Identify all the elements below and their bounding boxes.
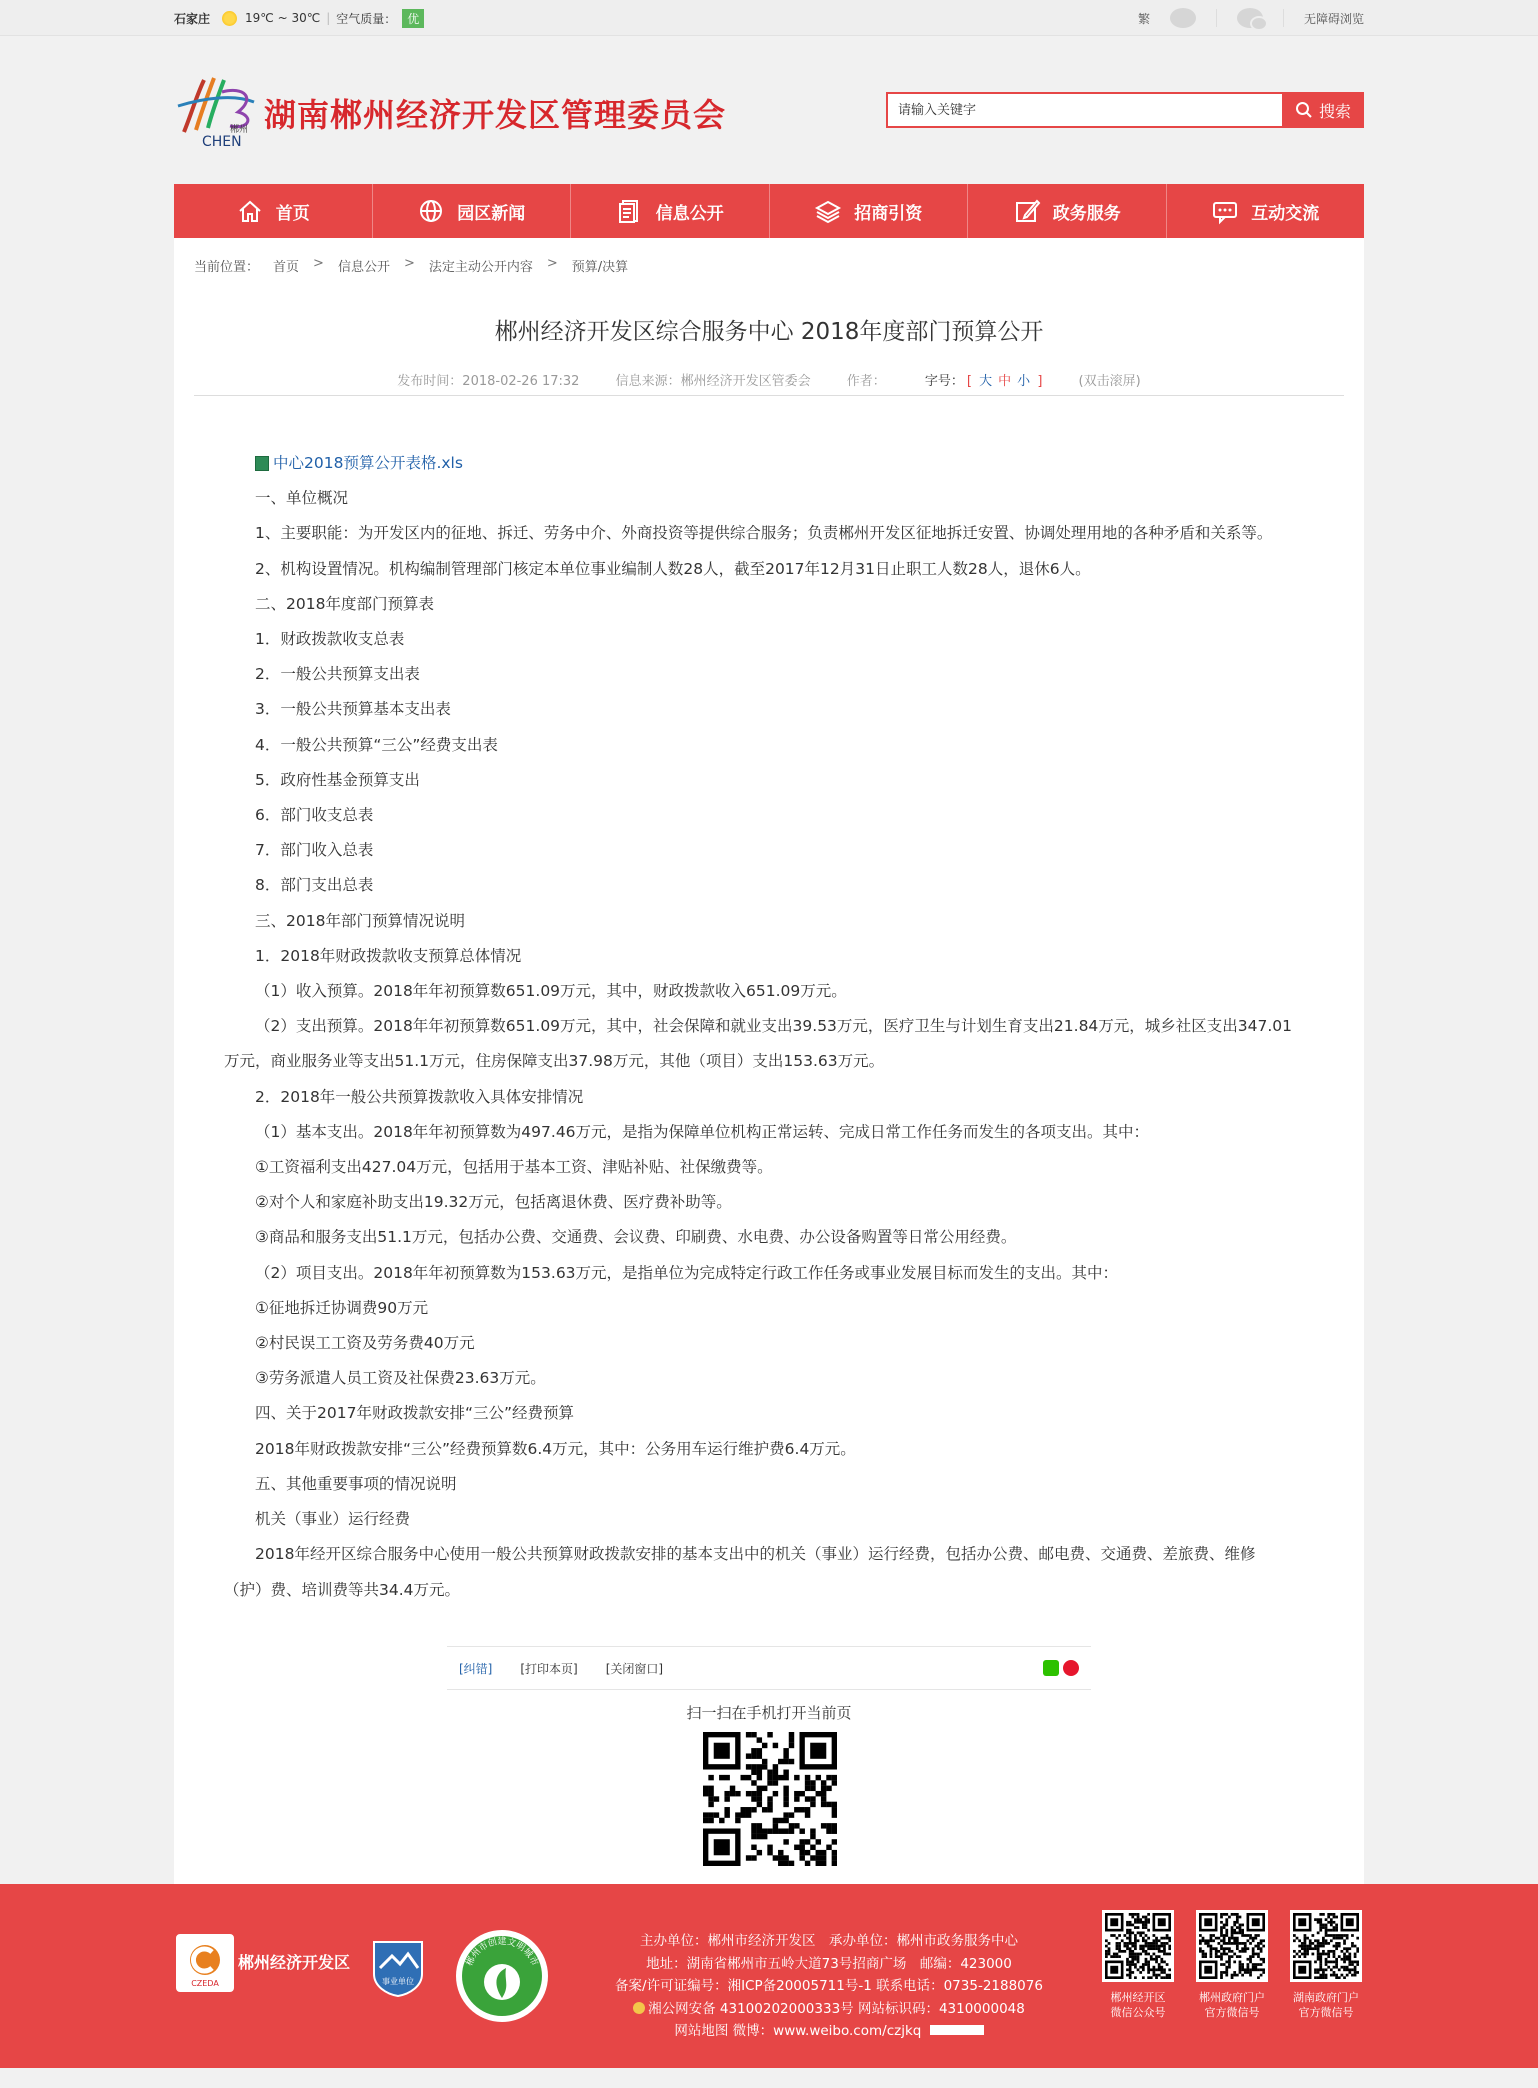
paragraph: （护）费、培训费等共34.4万元。 [224, 1580, 461, 1599]
home-icon [236, 197, 264, 225]
wechat-share-icon[interactable] [1043, 1660, 1059, 1676]
wechat-icon[interactable] [1237, 8, 1263, 28]
paragraph: 4．一般公共预算“三公”经费支出表 [255, 735, 498, 754]
nav-item-services[interactable]: 政务服务 [968, 184, 1167, 238]
paragraph: 2018年经开区综合服务中心使用一般公共预算财政拨款安排的基本支出中的机关（事业）运行经费，包括办公费、邮电费、交通费、差旅费、维修 [255, 1545, 1256, 1564]
main-nav [174, 184, 1364, 238]
breadcrumb: 当前位置： 首页 > 信息公开 > 法定主动公开内容 > 预算/决算 [194, 256, 629, 275]
paragraph: 2．一般公共预算支出表 [255, 665, 420, 684]
nav-item-interaction[interactable]: 互动交流 [1167, 184, 1365, 238]
svg-text:事业单位: 事业单位 [382, 1977, 414, 1986]
paragraph: 7．部门收入总表 [255, 841, 374, 860]
nav-item-investment[interactable]: 招商引资 [770, 184, 969, 238]
attachment-link[interactable]: 中心2018预算公开表格.xls [224, 446, 1314, 481]
temperature: 19℃ ~ 30℃ [245, 11, 321, 25]
paragraph: （1）收入预算。2018年年初预算数651.09万元，其中，财政拨款收入651.09万元。 [255, 982, 847, 1001]
layers-icon [814, 197, 842, 225]
paragraph: ②对个人和家庭补助支出19.32万元，包括离退休费、医疗费补助等。 [255, 1193, 732, 1212]
site-footer [0, 1884, 1538, 2068]
city-label: 石家庄 [174, 11, 211, 26]
close-window-link[interactable]: [关闭窗口] [605, 1661, 664, 1676]
site-logo[interactable] [174, 72, 262, 148]
paragraph: ①征地拆迁协调费90万元 [255, 1298, 429, 1317]
font-medium-button[interactable]: 中 [998, 374, 1012, 389]
logo-city-label: 郴州 [230, 125, 249, 135]
site-header [174, 36, 1364, 184]
article-actions [447, 1646, 1091, 1690]
report-error-link[interactable]: [纠错] [459, 1661, 493, 1676]
search-button[interactable] [1282, 92, 1364, 128]
paragraph: 1、主要职能：为开发区内的征地、拆迁、劳务中介、外商投资等提供综合服务；负责郴州开发区征地拆迁安置、协调处理用地的各种矛盾和关系等。 [255, 524, 1273, 543]
site-title: 湖南郴州经济开发区管理委员会 [264, 96, 727, 134]
paragraph: 8．部门支出总表 [255, 876, 374, 895]
paragraph: 2、机构设置情况。机构编制管理部门核定本单位事业编制人数28人，截至2017年12月31日止职工人数28人，退休6人。 [255, 559, 1091, 578]
print-link[interactable]: [打印本页] [520, 1661, 578, 1676]
divider [1216, 9, 1217, 27]
divider [1283, 9, 1284, 27]
search-icon [1295, 101, 1313, 119]
paragraph: 二、2018年度部门预算表 [255, 594, 434, 613]
paragraph: 2018年财政拨款安排“三公”经费预算数6.4万元，其中：公务用车运行维护费6.4万元。 [255, 1439, 856, 1458]
publish-time: 发布时间：2018-02-26 17:32 [397, 374, 580, 389]
nav-item-info[interactable]: 信息公开 [571, 184, 770, 238]
author: 作者： [846, 374, 886, 389]
paragraph: 万元，商业服务业等支出51.1万元，住房保障支出37.98万元，其他（项目）支出153.63万元。 [224, 1052, 885, 1071]
breadcrumb-legal[interactable]: 法定主动公开内容 [428, 260, 533, 275]
xls-file-icon [255, 456, 269, 471]
paragraph: 机关（事业）运行经费 [255, 1510, 411, 1529]
paragraph: 1．财政拨款收支总表 [255, 630, 405, 649]
info-source: 信息来源：郴州经济开发区管委会 [615, 374, 811, 389]
edit-icon [1013, 197, 1041, 225]
paragraph: 2．2018年一般公共预算拨款收入具体安排情况 [255, 1087, 584, 1106]
police-badge-icon [633, 2002, 645, 2014]
page-qr-code [703, 1732, 837, 1866]
globe-icon [417, 197, 445, 225]
paragraph: 四、关于2017年财政拨款安排“三公”经费预算 [255, 1404, 575, 1423]
search-input[interactable] [886, 92, 1282, 128]
paragraph: 6．部门收支总表 [255, 806, 374, 825]
qr-caption: 扫一扫在手机打开当前页 [686, 1704, 852, 1722]
breadcrumb-budget[interactable]: 预算/决算 [571, 260, 629, 275]
public-institution-badge [370, 1938, 426, 1998]
footer-qr-1: 郴州经开区 微信公众号 [1098, 1910, 1178, 2020]
breadcrumb-home[interactable]: 首页 [273, 260, 300, 275]
footer-qr-3: 湖南政府门户 官方微信号 [1286, 1910, 1366, 2020]
top-bar: 石家庄 19℃ ~ 30℃ | 空气质量： 优 繁 无障碍浏览 [0, 0, 1538, 36]
search-box [886, 92, 1364, 128]
qr-code [1290, 1910, 1362, 1982]
footer-line: 地址：湖南省郴州市五岭大道73号招商广场 邮编：423000 [646, 1955, 1012, 1972]
breadcrumb-info[interactable]: 信息公开 [337, 260, 390, 275]
footer-line: 网站地图 微博：www.weibo.com/czjkq [594, 2020, 1064, 2043]
accessibility-link[interactable]: 无障碍浏览 [1303, 11, 1364, 26]
footer-info [594, 1930, 1064, 2043]
document-icon [616, 197, 644, 225]
search-button-label: 搜索 [1318, 101, 1351, 121]
weibo-icon[interactable] [1170, 8, 1196, 28]
main-content [174, 238, 1364, 1884]
footer-logo-text: 郴州经济开发区 [238, 1953, 351, 1972]
article-title: 郴州经济开发区综合服务中心 2018年度部门预算公开 [494, 319, 1044, 345]
divider [194, 395, 1344, 396]
traditional-chinese-link[interactable]: 繁 [1137, 11, 1150, 26]
nav-item-news[interactable]: 园区新闻 [373, 184, 572, 238]
paragraph: ③商品和服务支出51.1万元，包括办公费、交通费、会议费、印刷费、水电费、办公设备购置等日常公用经费。 [255, 1228, 1017, 1247]
weibo-share-icon[interactable] [1063, 1660, 1079, 1676]
air-quality-label: 空气质量： [336, 11, 397, 26]
paragraph: （2）支出预算。2018年年初预算数651.09万元，其中，社会保障和就业支出39.53万元，医疗卫生与计划生育支出21.84万元，城乡社区支出347.01 [255, 1017, 1293, 1036]
paragraph: 五、其他重要事项的情况说明 [255, 1474, 457, 1493]
share-buttons [1043, 1660, 1079, 1676]
paragraph: （1）基本支出。2018年年初预算数为497.46万元，是指为保障单位机构正常运转、完成日常工作任务而发生的各项支出。其中： [255, 1122, 1150, 1141]
civilized-city-logo [454, 1928, 550, 2024]
paragraph: ③劳务派遣人员工资及社保费23.63万元。 [255, 1369, 546, 1388]
svg-text:郴州市创建文明城市: 郴州市创建文明城市 [464, 1937, 540, 1968]
chat-icon [1211, 197, 1239, 225]
paragraph: 三、2018年部门预算情况说明 [255, 911, 465, 930]
font-small-button[interactable]: 小 [1017, 374, 1031, 389]
czeda-logo [176, 1934, 234, 1992]
logo-text: CHEN [202, 134, 242, 148]
footer-line: 备案/许可证编号：湘ICP备20005711号-1 联系电话：0735-2188076 [615, 1978, 1043, 1994]
paragraph: 3．一般公共预算基本支出表 [255, 700, 451, 719]
breadcrumb-prefix: 当前位置： [194, 260, 260, 275]
paragraph: ②村民误工工资及劳务费40万元 [255, 1334, 475, 1353]
paragraph: 一、单位概况 [255, 489, 349, 508]
svg-text:CZEDA: CZEDA [191, 1979, 219, 1988]
font-size-controls: 字号： [ 大 中 小 ] [924, 374, 1043, 389]
gov-badge-icon [930, 2025, 984, 2035]
footer-line: 湘公网安备 43100202000333号 网站标识码：4310000048 [594, 1998, 1064, 2021]
qr-code [1196, 1910, 1268, 1982]
article-meta [174, 370, 1364, 389]
sun-icon [222, 11, 237, 26]
air-quality-badge: 优 [402, 9, 424, 28]
qr-code [1102, 1910, 1174, 1982]
paragraph: 5．政府性基金预算支出 [255, 770, 420, 789]
footer-line: 主办单位：郴州市经济开发区 承办单位：郴州市政务服务中心 [640, 1933, 1018, 1949]
double-click-scroll: (双击滚屏) [1078, 374, 1141, 389]
font-large-button[interactable]: 大 [979, 374, 993, 389]
nav-item-home[interactable]: 首页 [174, 184, 373, 238]
paragraph: ①工资福利支出427.04万元，包括用于基本工资、津贴补贴、社保缴费等。 [255, 1158, 773, 1177]
paragraph: 1．2018年财政拨款收支预算总体情况 [255, 946, 522, 965]
footer-qr-2: 郴州政府门户 官方微信号 [1192, 1910, 1272, 2020]
paragraph: （2）项目支出。2018年年初预算数为153.63万元，是指单位为完成特定行政工作任务或事业发展目标而发生的支出。其中： [255, 1263, 1119, 1282]
article-body [224, 446, 1314, 1608]
